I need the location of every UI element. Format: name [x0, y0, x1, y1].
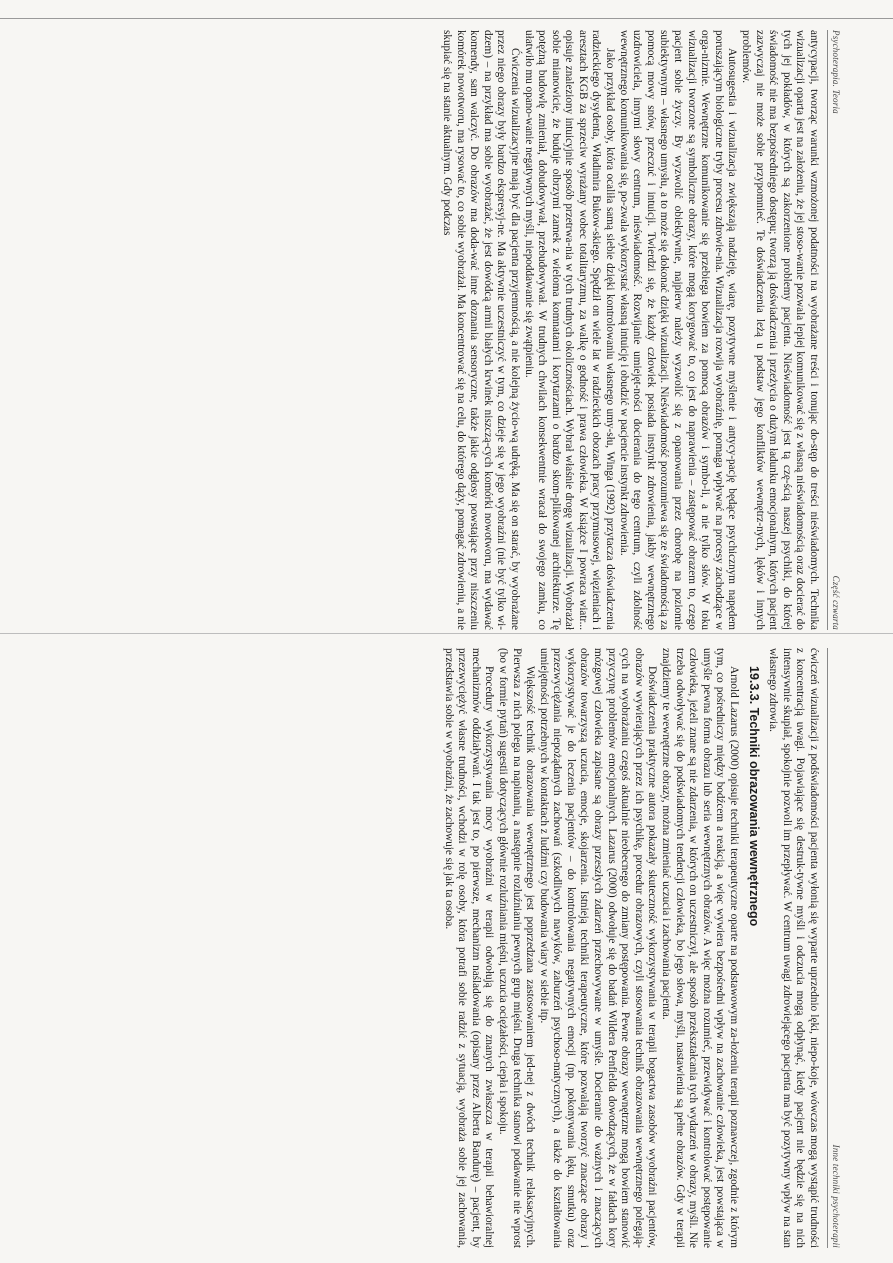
book-page-547: [0, 648, 842, 1248]
paragraph: antycypacji, tworząc warunki wzmożonej podatności na wyobrażane treści i tonując do-stęp do treści nieświadomych. Technika wizualizacji oparta jest na założeniu, że jej stoso-wanie pozwala lepiej komunikować się z własną nieświadomością oraz docierać do tych jej pokładów, w których są zakorzenione problemy pacjenta. Nieświadomość jest tą czę-ścią naszej psychiki, do której świadomość nie ma bezpośredniego dostępu; tworzą ją doświadczenia i przeżycia o dużym ładunku emocjonalnym, których pacjent zazwyczaj nie może sobie przypomnieć. Te doświadczenia leżą u podstaw jego konfliktów wewnętrz-nych, lęków i innych problemów.: [740, 30, 820, 630]
paragraph: Autosugestia i wizualizacja zwiększają nadzieję, wiarę, pozytywne myślenie i antycy-pację będące psychicznym napędem poruszającym biologiczne tryby procesu zdrowie-nia. Wizualizacja rozwija wyobraźnię, pomaga wpływać na procesy zachodzące w orga-nizmie. Wewnętrzne komunikowanie się przebiega bowiem za pomocą obrazów i symbo-li, a nie tylko słów. W toku wizualizacji tworzone są symboliczne obrazy, które mogą korygować to, co jest do naprawienia – zastępować obrazem to, czego pacjent sobie życzy. By wyzwolić obiektywnie, najpierw należy wyzwolić się z opanowania przez chorobę na poziomie subiektywnym – własnego umysłu, a to może się dokonać dzięki wizualizacji. Nieświadomość porozumiewa się ze świadomością za pomocą mowy snów, przeczuć i intuicji. Twierdzi się, że każdy człowiek posiada instynkt zdrowienia, jakby wewnętrznego uzdrowiciela, innymi słowy centrum, nieświadomość. Rozwijanie umiejęt-ności docierania do tego centrum, czyli zdolność wewnętrznego komunikowania się, po-zwala wykorzystać własną intuicję i obudzić w pacjencie instynkt zdrowienia.: [617, 30, 739, 630]
running-head-part: Część czwarta: [831, 575, 841, 630]
gutter-rule: [0, 633, 893, 634]
running-head: [827, 648, 842, 1248]
running-head-chapter: Inne techniki psychoterapii: [831, 1144, 841, 1248]
body-text: [8, 30, 820, 630]
body-text: [8, 648, 820, 1248]
paragraph: Ćwiczenia wizualizacyjne mają być dla pacjenta przyjemnością, a nie kolejną życio-wą udręką. Ma się on starać, by wyobrażane przez niego obrazy były bardzo ekspresyj-ne. Ma aktywnie uczestniczyć w tym, co dzieje się w jego wyobraźni (nie być tylko wi-dzem) – na przykład ma sobie wyobrażać, że jest dowódcą armii białych krwinek niszczą-cych komórki nowotworu, ma wydawać komendy, sam walczyć. Do obrazów ma doda-wać inne doznania sensoryczne, także jakie odgłosy powstające przy niszczeniu komórek nowotworu, ma rysować to, co sobie wyobrażał. Ma koncentrować się na celu, do którego dąży, pomagać zdrowieniu, a nie skupiać się na stanie aktualnym. Gdy podczas: [440, 30, 521, 630]
top-edge-rule: [0, 18, 893, 19]
section-heading: 19.3.3. Techniki obrazowania wewnętrznego: [746, 666, 761, 927]
paragraph: Jako przykład osoby, która ocaliła samą siebie dzięki kontrolowaniu własnego umy-słu, Winga (1992) przytacza doświadczenia radzieckiego dysydenta, Władimira Bukow-skiego. Spędził on wiele lat w radzieckich obozach pracy przymusowej, więzieniach i aresztach KGB za sprzeciw wyrażany wobec totalitaryzmu, za walkę o godność i prawa człowieka. W książce I powraca wiatr... opisuje znaleziony intuicyjnie sposób przetrwa-nia w tych trudnych okolicznościach. Wybrał właśnie drogę wizualizacji. Wyobrażał sobie mianowicie, że buduje olbrzymi zamek z wieloma komnatami i korytarzami o bardzo skom-plikowanej architekturze. Tę potężną budowlę zmieniał, dobudowywał, przebudowywał. W trudnych chwilach konsekwentnie wracał do swojego zamku, co ułatwiło mu opano-wanie negatywnych myśli, niepoddawanie się zwątpieniu.: [522, 30, 617, 630]
paragraph: Arnold Lazarus (2000) opisuje techniki terapeutyczne oparte na podstawowym za-łożeniu terapii poznawczej, zgodnie z którym tym, co pośredniczy między bodźcem a reakcją, a więc wywiera bezpośredni wpływ na zachowanie człowieka, jest powstająca w umyśle pewna forma obrazu lub seria wewnętrznych obrazów. A więc można rozumieć, przewidywać i kontrolować postępowanie człowieka, jeżeli znane są nie zdarzenia, w których on uczestniczył, ale sposób przekształcania tych wydarzeń w obrazy, myśli. Nie trzeba odwoływać się do podświadomych tendencji człowieka, bo jego słowa, myśli, nastawienia są pełne obrazów. Gdy w terapii znajdziemy te wewnętrzne obrazy, można zmieniać uczucia i zachowania pacjenta.: [660, 648, 741, 1248]
running-head: [827, 30, 842, 630]
book-page-546: [0, 30, 842, 630]
paragraph: Większość technik obrazowania wewnętrznego jest poprzedzana zastosowaniem jed-nej z dwóch technik relaksacyjnych. Pierwsza z nich polega na napinaniu, a następnie rozluźnianiu pewnych grup mięśni. Druga technika stanowi podawanie nie wprost (bo w formie pytań) sugestii dotyczących głównie rozluźniania mięśni, uczucia ociężałości, ciepła i spokoju.: [496, 648, 537, 1248]
paragraph: Doświadczenia praktyczne autora pokazały skuteczność wykorzystywania w terapii bogactwa zasobów wyobraźni pacjentów, obrazów wywierających przez ich psychikę, procedur obrazowych, czyli stosowania technik obrazowania wewnętrznego polegają-cych na wyobrażaniu czegoś aktualnie nieobecnego do zmiany postępowania. Pewne obrazy wewnętrzne mogą bowiem stanowić przyczynę problemów emocjonalnych. Lazarus (2000) odwołuje się do badań Wildera Penfielda dowodzących, że w fałdach kory mózgowej człowieka zapisane są obrazy przeszłych zdarzeń przechowywane w umyśle. Docieranie do ważnych i znaczących obrazów towarzyszą uczucia, emocje, skojarzenia. Istnieją techniki terapeutyczne, które pozwalają tworzyć znaczące obrazy i wykorzystywać je do leczenia pacjentów – do kontrolowania negatywnych emocji (np. pokonywania lęku, smutku) oraz przezwyciężania niepożądanych zachowań (szkodliwych nawyków, zaburzeń psychoso-matycznych), a także do kształtowania umiejętności potrzebnych w kontaktach z ludźmi czy budowania wiary w siebie itp.: [537, 648, 659, 1248]
paragraph: ćwiczeń wizualizacji z podświadomości pacjenta wyłonią się wyparte uprzednio lęki, niepo-koje, wówczas mogą wystąpić trudności z koncentracją uwagi. Pojawiające się destruk-tywne myśli i odczucia mogą odpłynąć, kiedy pacjent nie będzie się na nich intensywnie skupiał, spokojnie pozwoli im przepływać. W centrum uwagi zdrowiejącego pacjenta ma być pozytywny wpływ na stan własnego zdrowia.: [767, 648, 820, 1248]
paragraph: Procedury wykorzystywania mocy wyobraźni w terapii odwołują się do znanych zwłaszcza w terapii behawioralnej mechanizmów oddziaływań. I tak jest to, po pierwsze, mechanizm naśladowania (opisany przez Alberta Bandurę) – pacjent, by przezwyciężyć własne trudności, wchodzi w rolę osoby, która potrafi sobie radzić z sytuacją, wyobraża sobie jej zachowania, przedstawia sobie w wyobraźni, że zachowuje się jak ta osoba.: [442, 648, 496, 1248]
running-head-book-title: Psychoterapia. Teoria: [831, 30, 841, 114]
